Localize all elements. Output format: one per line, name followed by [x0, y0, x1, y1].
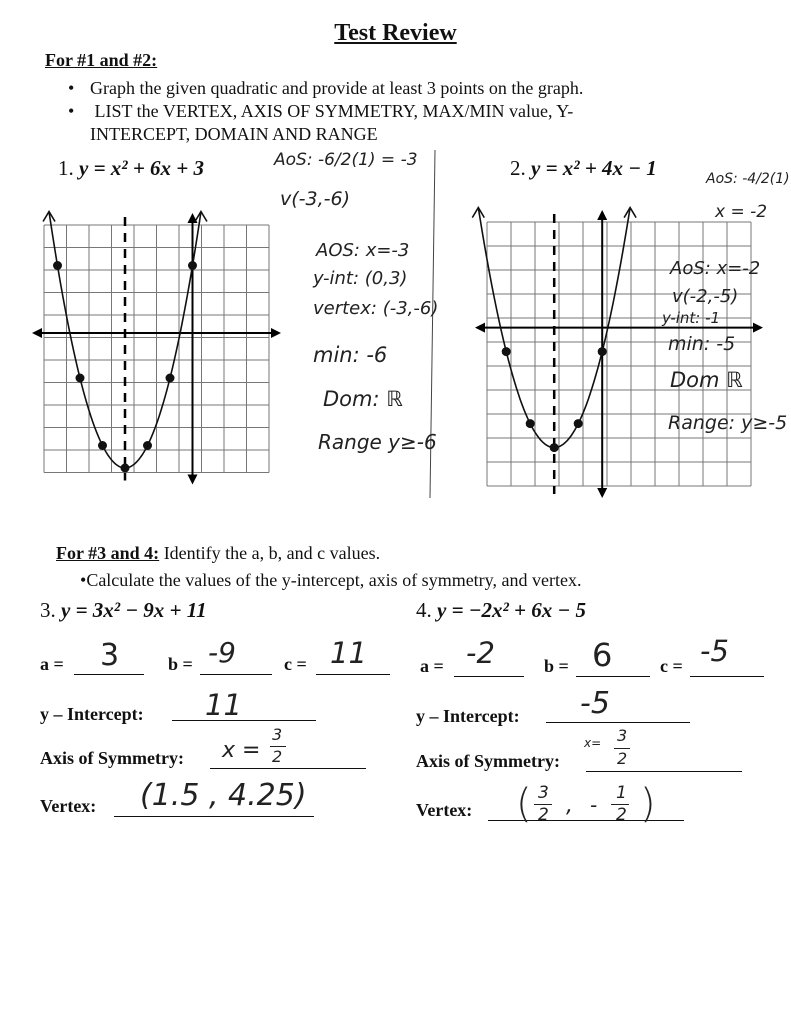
problem-3-aos-den: 2	[272, 747, 283, 766]
problem-3-c-label: c =	[284, 654, 307, 674]
section-2-heading: For #3 and 4: Identify the a, b, and c values.	[56, 543, 381, 563]
problem-4-aos-label: Axis of Symmetry:	[416, 751, 560, 771]
graph-point	[188, 261, 197, 270]
problem-4-vertex-label: Vertex:	[416, 800, 473, 820]
y-axis-arrow-down	[188, 475, 198, 485]
x-axis-arrow-right	[271, 328, 281, 338]
problem-4-yint-value: -5	[580, 686, 610, 721]
problem-2-note-range: Range: y≥-5	[668, 412, 788, 434]
problem-4-vertex-x-den: 2	[538, 805, 549, 825]
problem-3-a-value: 3	[100, 638, 120, 673]
problem-4-aos-num: 3	[617, 726, 628, 745]
problem-1-note-yint: y-int: (0,3)	[313, 268, 408, 289]
problem-4-vertex-y-den: 2	[616, 805, 627, 825]
y-axis-arrow-down	[597, 488, 607, 498]
problem-4-a-value: -2	[466, 636, 495, 670]
problem-2-note-min: min: -5	[668, 333, 736, 355]
problem-2-note-vertex: v(-2,-5)	[672, 286, 739, 307]
problem-4-a-label: a =	[420, 656, 444, 676]
x-axis-arrow-left	[32, 328, 42, 338]
graph-point	[53, 261, 62, 270]
problem-1-note-range: Range y≥-6	[318, 430, 437, 454]
problem-3-aos-label: Axis of Symmetry:	[40, 748, 184, 768]
problem-1-note-vertex: vertex: (-3,-6)	[313, 298, 439, 319]
problem-3-b-value: -9	[208, 636, 236, 669]
problem-4-equation: 4. y = −2x² + 6x − 5	[416, 598, 586, 622]
bullet-2-cont: INTERCEPT, DOMAIN AND RANGE	[90, 124, 378, 144]
graph-point	[550, 443, 559, 452]
x-axis-arrow-left	[475, 323, 485, 333]
graph-point	[166, 374, 175, 383]
problem-2-equation: 2. y = x² + 4x − 1	[510, 156, 657, 180]
problem-2-note-domain: Dom ℝ	[670, 368, 743, 392]
y-axis-arrow-up	[597, 210, 607, 220]
x-axis-arrow-right	[753, 323, 763, 333]
problem-4-vertex-sep: ,	[566, 793, 573, 818]
problem-1-note-aos: AOS: x=-3	[316, 240, 410, 261]
problem-4-b-value: 6	[592, 636, 613, 674]
problem-3-equation: 3. y = 3x² − 9x + 11	[40, 598, 207, 622]
problem-3-c-value: 11	[330, 636, 367, 670]
problem-4-vertex-y-sign: -	[590, 793, 598, 817]
graph-point	[76, 374, 85, 383]
problem-4-aos-den: 2	[617, 749, 628, 768]
problem-4-vertex-x-num: 3	[538, 783, 549, 803]
bullet-2: • LIST the VERTEX, AXIS OF SYMMETRY, MAX/MIN value, Y-	[68, 101, 574, 121]
graph-point	[143, 441, 152, 450]
section-2-bullet: •Calculate the values of the y-intercept, axis of symmetry, and vertex.	[80, 570, 582, 590]
problem-4-vertex-y-num: 1	[616, 783, 627, 803]
graph-1	[32, 212, 281, 485]
problem-3-a-label: a =	[40, 654, 64, 674]
graph-point	[98, 441, 107, 450]
graph-point	[502, 347, 511, 356]
problem-4-vertex-open-paren: (	[516, 781, 532, 827]
problem-2-aos-work: AoS: -4/2(1)	[706, 171, 790, 187]
problem-3-vertex-label: Vertex:	[40, 796, 97, 816]
section-1-heading: For #1 and #2:	[45, 50, 158, 70]
problem-3-yint-value: 11	[205, 688, 242, 722]
problem-1-vertex-work: v(-3,-6)	[280, 188, 350, 210]
problem-1-note-min: min: -6	[313, 343, 388, 367]
problem-1-aos-work: AoS: -6/2(1) = -3	[274, 150, 418, 170]
problem-2-note-aos: AoS: x=-2	[670, 258, 761, 279]
problem-4-c-label: c =	[660, 656, 683, 676]
graph-point	[598, 347, 607, 356]
graph-point	[526, 419, 535, 428]
problem-4-yint-label: y – Intercept:	[416, 706, 520, 726]
graph-point	[121, 464, 130, 473]
problem-1-equation: 1. y = x² + 6x + 3	[58, 156, 205, 180]
page-title: Test Review	[334, 20, 457, 46]
problem-4-vertex-close-paren: )	[640, 781, 656, 827]
y-axis-arrow-up	[188, 213, 198, 223]
problem-4-aos-prefix: x=	[584, 736, 602, 750]
problem-2-note-yint: y-int: -1	[662, 309, 721, 327]
problem-4-b-label: b =	[544, 656, 569, 676]
problem-3-b-label: b =	[168, 654, 193, 674]
graph-point	[574, 419, 583, 428]
problem-2-x-work: x = -2	[715, 202, 768, 222]
problem-3-aos-prefix: x =	[222, 738, 261, 763]
problem-1-note-domain: Dom: ℝ	[323, 387, 403, 411]
problem-3-aos-num: 3	[272, 725, 283, 744]
problem-4-c-value: -5	[700, 634, 729, 668]
problem-3-vertex-value: (1.5 , 4.25)	[140, 778, 307, 813]
problem-3-yint-label: y – Intercept:	[40, 704, 144, 724]
bullet-1: • Graph the given quadratic and provide at least 3 points on the graph.	[68, 78, 584, 98]
